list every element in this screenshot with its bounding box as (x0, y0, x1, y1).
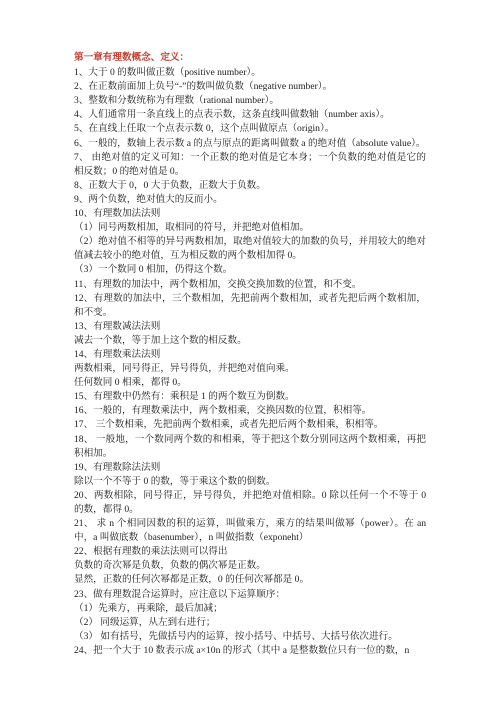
text-line: 两数相乘，同号得正，异号得负，并把绝对值向乘。 (74, 363, 295, 375)
text-line: 16、一般的，有理数乘法中，两个数相乘，交换因数的位置，积相等。 (74, 405, 372, 417)
text-line: 2、在正数前面加上负号“-”的数叫做负数（negative number）。 (74, 81, 333, 93)
text-line: （3） 如有括号，先做括号内的运算，按小括号、中括号、大括号依次进行。 (74, 630, 398, 642)
text-line: 负数的奇次幂是负数，负数的偶次幂是正数。 (74, 560, 266, 572)
text-line: 5、在直线上任取一个点表示数 0，这个点叫做原点（origin）。 (74, 123, 335, 135)
text-line: 10、有理数加法法则 (74, 208, 161, 220)
text-line: 4、人们通常用一条直线上的点表示数，这条直线叫做数轴（number axis）。 (74, 109, 390, 121)
text-line: 11、有理数的加法中，两个数相加，交换交换加数的位置，和不变。 (74, 278, 362, 290)
text-line: 24、把一个大于 10 数表示成 a×10n 的形式（其中 a 是整数数位只有一位的数，n (74, 644, 410, 656)
text-line: 8、正数大于 0，0 大于负数，正数大于负数。 (74, 179, 266, 191)
document-page (74, 51, 426, 658)
text-line: （2） 同级运算，从左到右进行； (74, 616, 216, 628)
text-line: 减去一个数，等于加上这个数的相反数。 (74, 334, 247, 346)
text-line: 6、一般的，数轴上表示数 a 的点与原点的距离叫做数 a 的绝对值（absolute value）。 (74, 137, 426, 149)
text-line: 19、有理数除法法则 (74, 461, 161, 473)
text-line: 23、做有理数混合运算时，应注意以下运算顺序： (74, 588, 286, 600)
text-line: 13、有理数减法法则 (74, 320, 161, 332)
text-line: 17、 三个数相乘，先把前两个数相乘，或者先把后两个数相乘，积相等。 (74, 419, 384, 431)
text-line: 除以一个不等于 0 的数，等于乘这个数的倒数。 (74, 475, 276, 487)
text-line: 显然，正数的任何次幂都是正数，0 的任何次幂都是 0。 (74, 574, 310, 586)
document-body (74, 66, 426, 658)
text-line: 21、 求 n 个相同因数的积的运算，叫做乘方，乘方的结果叫做幂（power）。在 an 中，a 叫做底数（basenumber），n 叫做指数（exponeht） (74, 518, 426, 544)
chapter-title: 第一章有理数概念、定义： (74, 52, 190, 63)
text-line: 9、两个负数，绝对值大的反而小。 (74, 193, 223, 205)
text-line: （2）绝对值不相等的异号两数相加，取绝对值较大的加数的负号，并用较大的绝对值减去较小的绝对值，互为相反数的两个数相加得 0。 (74, 236, 426, 262)
text-line: 1、大于 0 的数叫做正数（positive number）。 (74, 67, 261, 79)
text-line: 22、根据有理数的乘法法则可以得出 (74, 546, 228, 558)
text-line: （3）一个数同 0 相加，仍得这个数。 (74, 264, 233, 276)
text-line: 18、 一般地，一个数同两个数的和相乘，等于把这个数分别同这两个数相乘，再把积相加。 (74, 433, 426, 459)
text-line: 15、有理数中仍然有：乘积是 1 的两个数互为倒数。 (74, 391, 295, 403)
text-line: 7、 由绝对值的定义可知：一个正数的绝对值是它本身；一个负数的绝对值是它的相反数；0 的绝对值是 0。 (74, 151, 426, 177)
text-line: 12、有理数的加法中，三个数相加，先把前两个数相加，或者先把后两个数相加，和不变。 (74, 292, 426, 318)
text-line: 任何数同 0 相乘，都得 0。 (74, 377, 187, 389)
text-line: 20、两数相除，同号得正，异号得负，并把绝对值相除。0 除以任何一个不等于 0 的数，都得 0。 (74, 489, 426, 515)
text-line: （1）同号两数相加，取相同的符号，并把绝对值相加。 (74, 222, 310, 234)
text-line: 14、有理数乘法法则 (74, 348, 161, 360)
text-line: （1）先乘方，再乘除，最后加减； (74, 602, 223, 614)
text-line: 3、整数和分数统称为有理数（rational number）。 (74, 95, 279, 107)
